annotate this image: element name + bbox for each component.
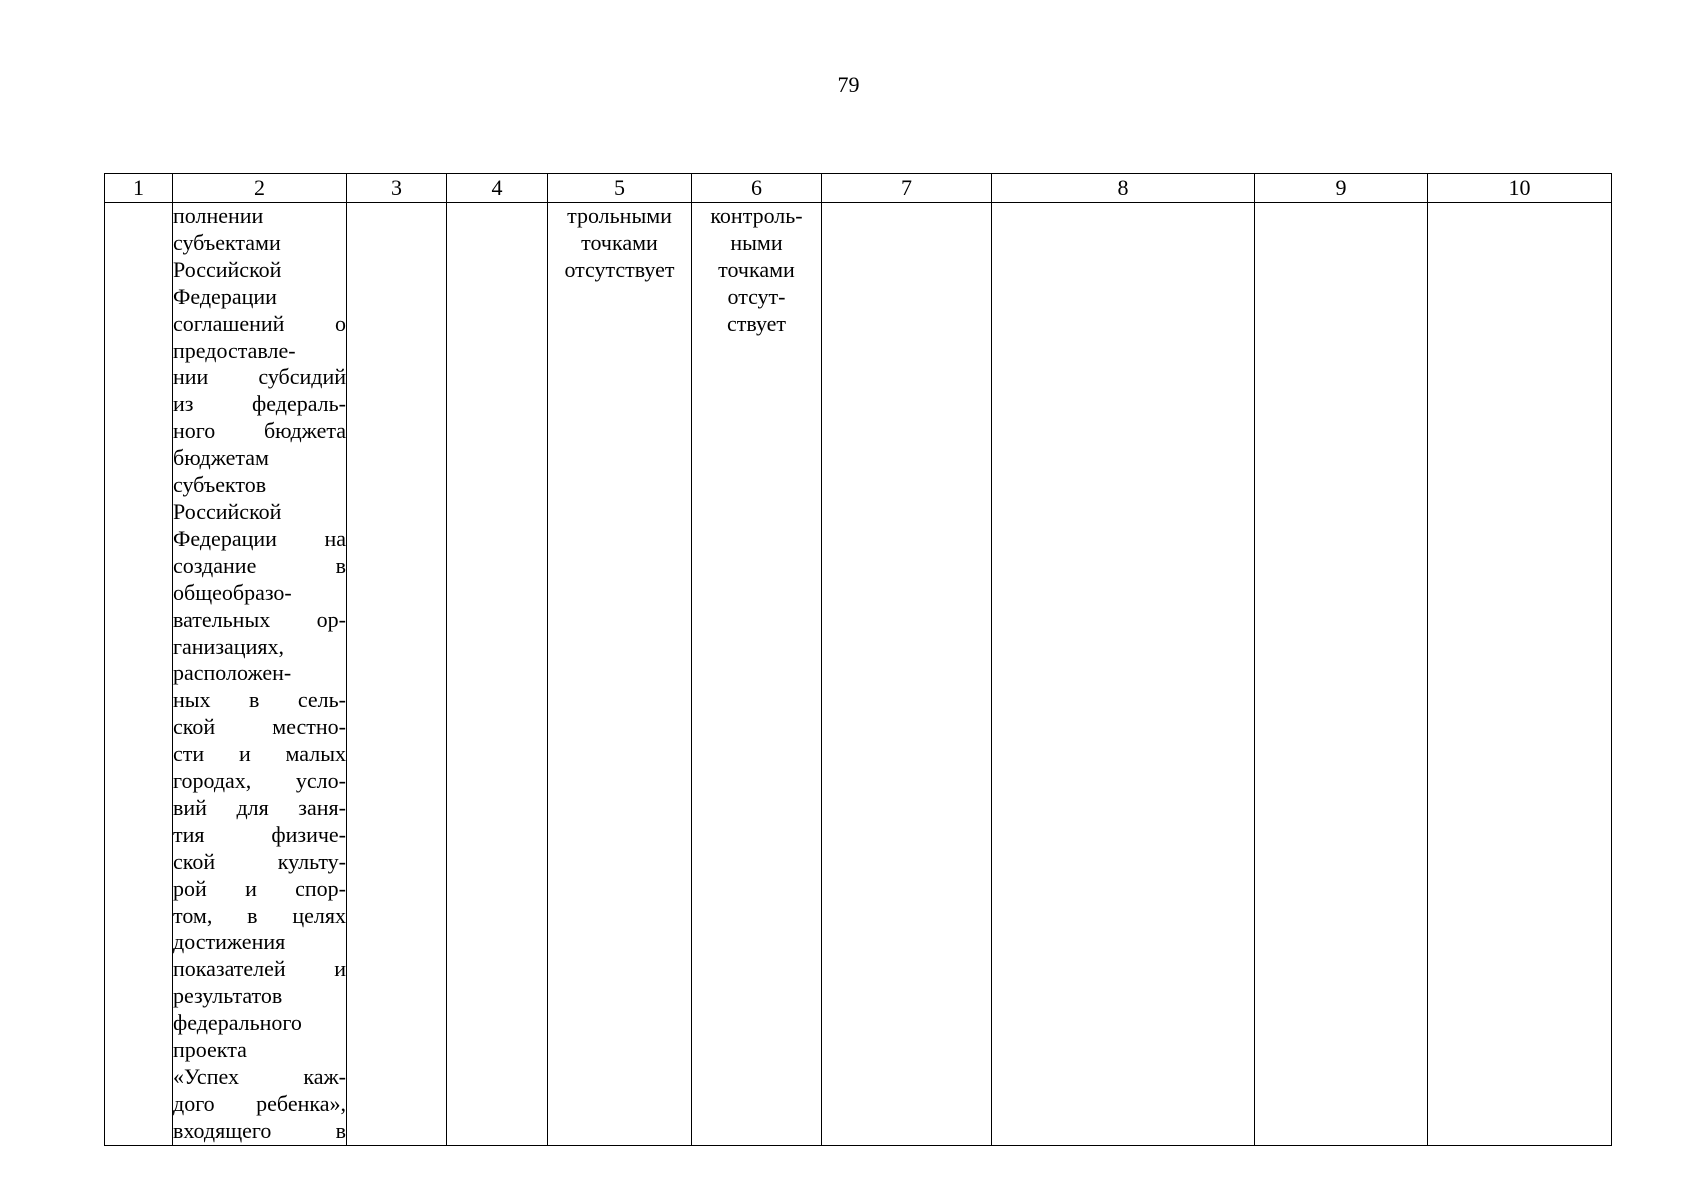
cell-col-5-text xyxy=(548,203,691,284)
cell-line: показателей и xyxy=(173,956,346,982)
cell-line: создание в xyxy=(173,552,346,578)
column-header-9: 9 xyxy=(1255,174,1428,203)
table-row xyxy=(105,203,1612,1146)
cell-line: субъектов xyxy=(173,472,267,498)
cell-col-3 xyxy=(347,203,447,1146)
cell-line: соглашений о xyxy=(173,310,346,336)
cell-line: отсутствует xyxy=(564,256,675,282)
page-number: 79 xyxy=(837,72,860,97)
cell-line: сти и малых xyxy=(173,741,346,767)
cell-line: тия физиче- xyxy=(173,821,346,847)
column-header-5: 5 xyxy=(548,174,692,203)
cell-line: рой и спор- xyxy=(173,875,346,901)
cell-line: ного бюджета xyxy=(173,418,346,444)
cell-line: результатов xyxy=(173,983,283,1009)
cell-col-5 xyxy=(548,203,692,1146)
data-table xyxy=(104,173,1612,1146)
column-header-10: 10 xyxy=(1428,174,1612,203)
cell-line: ганизациях, xyxy=(173,633,284,659)
cell-line: федерального xyxy=(173,1010,302,1036)
cell-col-9 xyxy=(1255,203,1428,1146)
cell-col-6-text xyxy=(692,203,821,338)
cell-line: «Успех каж- xyxy=(173,1064,346,1089)
cell-line: Российской xyxy=(173,498,282,524)
cell-line: контроль- xyxy=(710,203,803,228)
cell-col-1 xyxy=(105,203,173,1146)
cell-line: Федерации xyxy=(173,283,277,309)
cell-line: том, в целях xyxy=(173,902,346,928)
cell-line: Федерации на xyxy=(173,525,346,551)
cell-line: ных в сель- xyxy=(173,687,346,713)
column-header-1: 1 xyxy=(105,174,173,203)
cell-line: городах, усло- xyxy=(173,768,346,794)
cell-line: из федераль- xyxy=(173,391,346,417)
cell-col-10 xyxy=(1428,203,1612,1146)
cell-col-2 xyxy=(173,203,347,1146)
cell-line: дого ребенка», xyxy=(173,1090,346,1116)
column-header-3: 3 xyxy=(347,174,447,203)
cell-col-2-text xyxy=(173,203,346,1145)
column-header-2: 2 xyxy=(173,174,347,203)
cell-line: отсут- xyxy=(727,283,786,309)
cell-line: предоставле- xyxy=(173,337,296,363)
cell-line: Российской xyxy=(173,256,282,282)
cell-col-7 xyxy=(822,203,992,1146)
column-header-8: 8 xyxy=(992,174,1255,203)
cell-line: точками xyxy=(718,256,795,282)
cell-line: ствует xyxy=(726,310,787,336)
cell-line: входящего в xyxy=(173,1117,346,1143)
cell-line: бюджетам xyxy=(173,445,269,471)
cell-line: общеобразо- xyxy=(173,579,292,605)
column-header-4: 4 xyxy=(447,174,548,203)
header-row xyxy=(105,174,1612,203)
cell-col-4 xyxy=(447,203,548,1146)
cell-line: ской культу- xyxy=(173,848,346,874)
cell-col-8 xyxy=(992,203,1255,1146)
cell-line: субъектами xyxy=(173,229,281,255)
cell-line: трольными xyxy=(567,203,672,228)
cell-line: нии субсидий xyxy=(173,364,346,390)
cell-line: вий для заня- xyxy=(173,794,346,820)
cell-line: проекта xyxy=(173,1037,247,1063)
column-header-7: 7 xyxy=(822,174,992,203)
cell-line: ской местно- xyxy=(173,714,346,740)
cell-line: полнении xyxy=(173,203,264,228)
cell-line: вательных ор- xyxy=(173,606,346,632)
cell-line: точками xyxy=(581,229,658,255)
cell-line: достижения xyxy=(173,929,286,955)
column-header-6: 6 xyxy=(692,174,822,203)
cell-line: ными xyxy=(730,229,783,255)
cell-col-6 xyxy=(692,203,822,1146)
cell-line: расположен- xyxy=(173,660,292,686)
